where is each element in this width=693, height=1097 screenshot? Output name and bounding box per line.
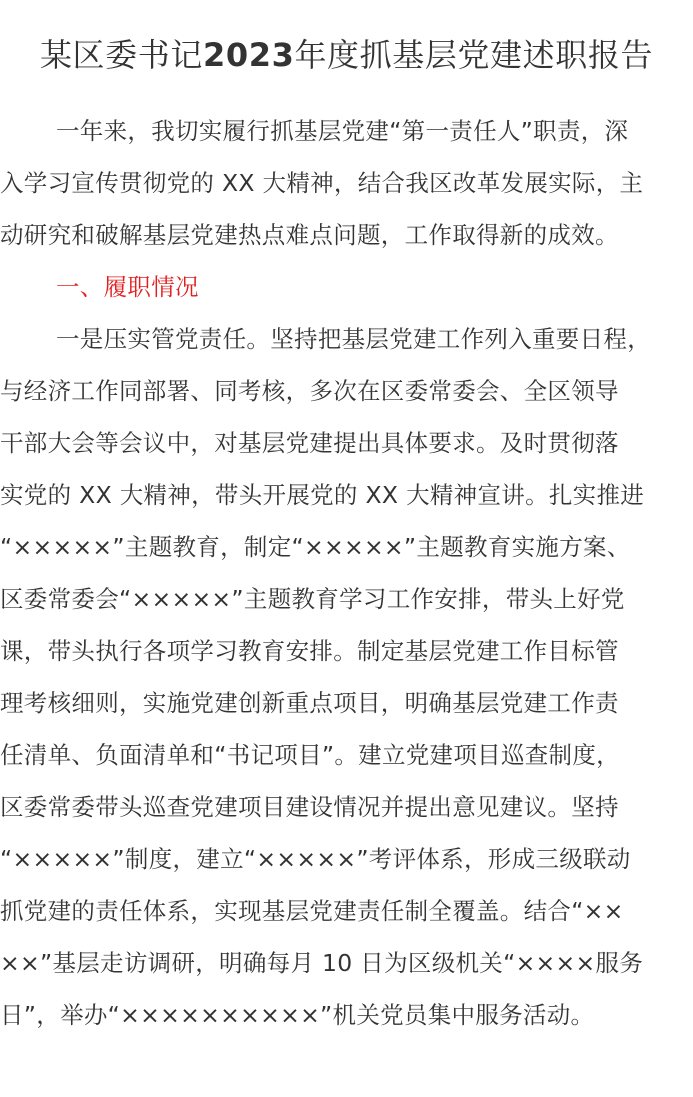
body-line: 一是压实管党责任。坚持把基层党建工作列入重要日程， <box>56 325 651 353</box>
intro-line: 入学习宣传贯彻党的 XX 大精神，结合我区改革发展实际，主 <box>0 169 644 197</box>
section-heading: 一、履职情况 <box>56 273 199 301</box>
body-line: 日”，举办“××××××××××”机关党员集中服务活动。 <box>0 1001 595 1029</box>
body-line: ××”基层走访调研，明确每月 10 日为区级机关“××××服务 <box>0 949 644 977</box>
intro-line: 动研究和破解基层党建热点难点问题，工作取得新的成效。 <box>0 221 619 249</box>
body-line: 区委常委带头巡查党建项目建设情况并提出意见建议。坚持 <box>0 793 619 821</box>
body-line: 区委常委会“×××××”主题教育学习工作安排，带头上好党 <box>0 585 625 613</box>
body-line: “×××××”主题教育，制定“×××××”主题教育实施方案、 <box>0 533 631 561</box>
body-line: “×××××”制度，建立“×××××”考评体系，形成三级联动 <box>0 845 631 873</box>
document-body <box>0 105 693 1041</box>
body-line: 理考核细则，实施党建创新重点项目，明确基层党建工作责 <box>0 689 619 717</box>
body-line: 与经济工作同部署、同考核，多次在区委常委会、全区领导 <box>0 377 619 405</box>
intro-line: 一年来，我切实履行抓基层党建“第一责任人”职责，深 <box>56 117 629 145</box>
body-line: 干部大会等会议中，对基层党建提出具体要求。及时贯彻落 <box>0 429 619 457</box>
title-suffix: 年度抓基层党建述职报告 <box>294 36 654 74</box>
body-line: 实党的 XX 大精神，带头开展党的 XX 大精神宣讲。扎实推进 <box>0 481 645 509</box>
body-line: 课，带头执行各项学习教育安排。制定基层党建工作目标管 <box>0 637 619 665</box>
body-line: 抓党建的责任体系，实现基层党建责任制全覆盖。结合“×× <box>0 897 624 925</box>
title-prefix: 某区委书记 <box>39 36 203 74</box>
document-title <box>0 0 693 80</box>
title-year: 2023 <box>202 36 295 74</box>
body-line: 任清单、负面清单和“书记项目”。建立党建项目巡查制度， <box>0 741 620 769</box>
